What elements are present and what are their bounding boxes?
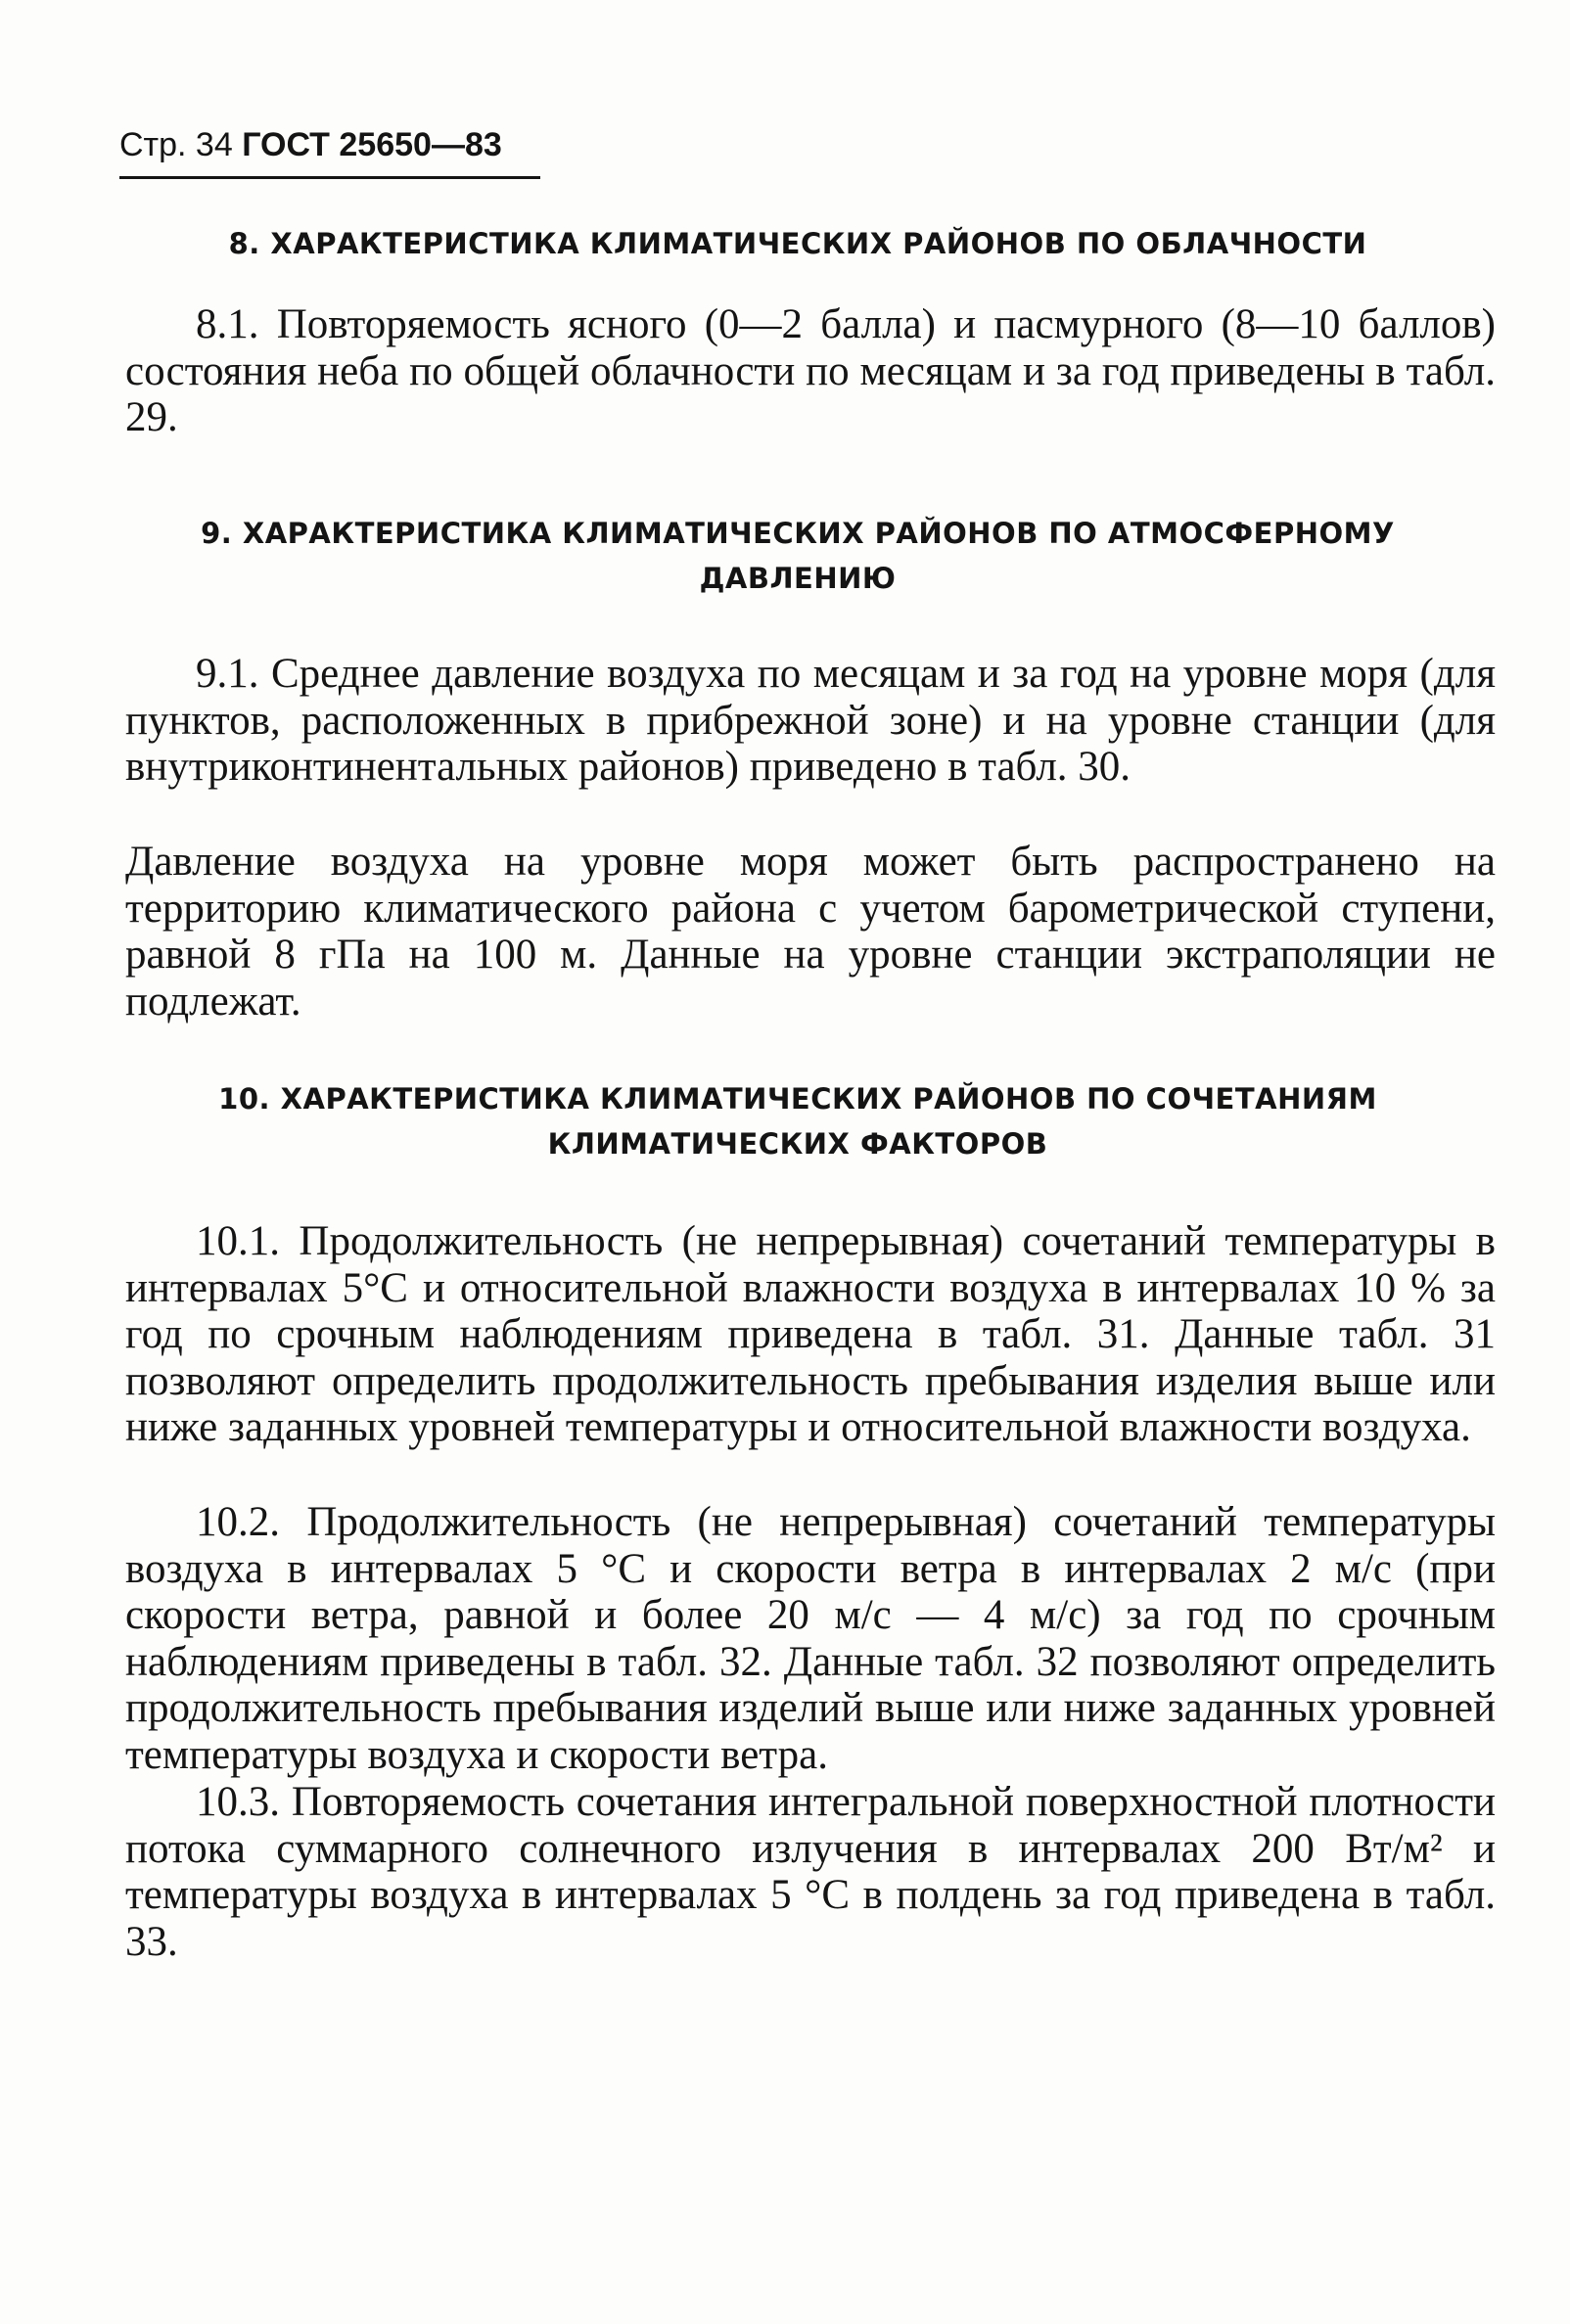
- section-9-title: 9. ХАРАКТЕРИСТИКА КЛИМАТИЧЕСКИХ РАЙОНОВ ПО АТМОСФЕРНОМУ ДАВЛЕНИЮ: [201, 517, 1395, 595]
- header-rule: [119, 176, 540, 179]
- section-8-title: 8. ХАРАКТЕРИСТИКА КЛИМАТИЧЕСКИХ РАЙОНОВ ПО ОБЛАЧНОСТИ: [228, 227, 1367, 260]
- paragraph-10-1: 10.1. Продолжительность (не непрерывная) сочетаний температуры в интервалах 5°С и относительной влажности воздуха в интервалах 10 % за год по срочным наблюдениям приведена в табл. 31. Данные табл. 31 позволяют определить продолжительность пребывания изделия выше или ниже заданных уровней температуры и относительной влажности воздуха.: [125, 1218, 1496, 1450]
- page-number-label: Стр. 34: [119, 126, 233, 163]
- paragraph-9-1: 9.1. Среднее давление воздуха по месяцам и за год на уровне моря (для пунктов, расположенных в прибрежной зоне) и на уровне станции (для внутриконтинентальных районов) приведено в табл. 30.: [125, 651, 1496, 790]
- paragraph-10-2: 10.2. Продолжительность (не непрерывная) сочетаний температуры воздуха в интервалах 5 °С и скорости ветра в интервалах 2 м/с (при скорости ветра, равной и более 20 м/с — 4 м/с) за год по срочным наблюдениям приведены в табл. 32. Данные табл. 32 позволяют определить продолжительность пребывания изделий выше или ниже заданных уровней температуры воздуха и скорости ветра.: [125, 1499, 1496, 1778]
- paragraph-10-3: 10.3. Повторяемость сочетания интегральной поверхностной плотности потока суммарного солнечного излучения в интервалах 200 Вт/м² и температуры воздуха в интервалах 5 °С в полдень за год приведена в табл. 33.: [125, 1779, 1496, 1965]
- paragraph-8-1: 8.1. Повторяемость ясного (0—2 балла) и пасмурного (8—10 баллов) состояния неба по общей облачности по месяцам и за год приведены в табл. 29.: [125, 301, 1496, 440]
- page-header: [119, 125, 540, 164]
- document-id: ГОСТ 25650—83: [242, 126, 502, 163]
- section-10-title: 10. ХАРАКТЕРИСТИКА КЛИМАТИЧЕСКИХ РАЙОНОВ ПО СОЧЕТАНИЯМ КЛИМАТИЧЕСКИХ ФАКТОРОВ: [218, 1082, 1377, 1161]
- paragraph-9-1-continued: Давление воздуха на уровне моря может быть распространено на территорию климатического района с учетом барометрической ступени, равной 8 гПа на 100 м. Данные на уровне станции экстраполяции не подлежат.: [125, 839, 1496, 1025]
